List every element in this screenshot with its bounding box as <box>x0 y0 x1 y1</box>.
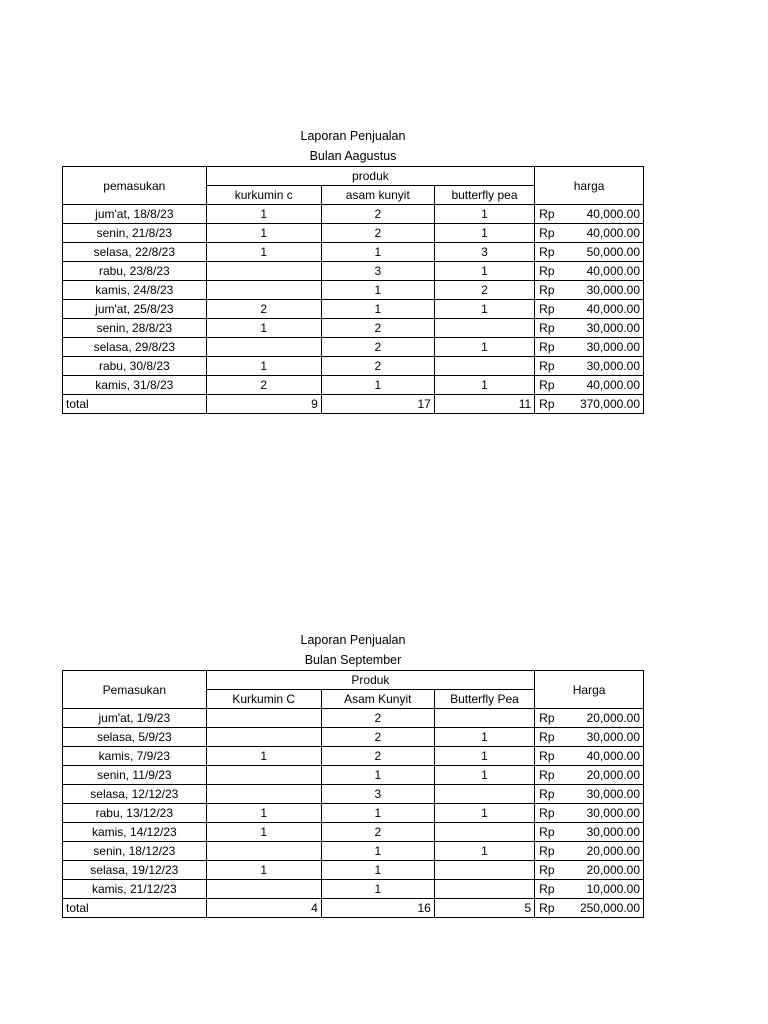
header-price: Harga <box>535 671 644 709</box>
total-amount: 370,000.00 <box>559 395 644 414</box>
header-butterfly-pea: Butterfly Pea <box>434 690 534 709</box>
currency-cell: Rp <box>535 224 559 243</box>
amount-cell: 20,000.00 <box>559 861 644 880</box>
total-label: total <box>63 899 207 918</box>
currency-cell: Rp <box>535 376 559 395</box>
amount-cell: 30,000.00 <box>559 728 644 747</box>
asam-kunyit-cell: 2 <box>321 728 434 747</box>
kurkumin-cell <box>206 709 321 728</box>
currency-cell: Rp <box>535 804 559 823</box>
kurkumin-cell <box>206 880 321 899</box>
amount-cell: 30,000.00 <box>559 785 644 804</box>
amount-cell: 30,000.00 <box>559 804 644 823</box>
table-row <box>63 205 644 224</box>
butterfly-pea-cell: 1 <box>434 224 534 243</box>
amount-cell: 30,000.00 <box>559 338 644 357</box>
header-product-group: produk <box>206 167 535 186</box>
table-row <box>63 338 644 357</box>
butterfly-pea-cell <box>434 823 534 842</box>
header-kurkumin: Kurkumin C <box>206 690 321 709</box>
asam-kunyit-cell: 2 <box>321 747 434 766</box>
table-row <box>63 281 644 300</box>
amount-cell: 20,000.00 <box>559 766 644 785</box>
date-cell: kamis, 31/8/23 <box>63 376 207 395</box>
currency-cell: Rp <box>535 747 559 766</box>
butterfly-pea-cell <box>434 357 534 376</box>
table-row <box>63 300 644 319</box>
kurkumin-cell: 1 <box>206 319 321 338</box>
amount-cell: 20,000.00 <box>559 709 644 728</box>
table-body <box>63 167 644 414</box>
table-body <box>63 671 644 918</box>
kurkumin-cell <box>206 766 321 785</box>
asam-kunyit-cell: 2 <box>321 338 434 357</box>
header-income: pemasukan <box>63 167 207 205</box>
asam-kunyit-cell: 1 <box>321 243 434 262</box>
table-row <box>63 747 644 766</box>
header-price: harga <box>535 167 644 205</box>
butterfly-pea-cell <box>434 785 534 804</box>
amount-cell: 30,000.00 <box>559 823 644 842</box>
table-row <box>63 861 644 880</box>
kurkumin-cell: 1 <box>206 823 321 842</box>
currency-cell: Rp <box>535 880 559 899</box>
table-row <box>63 842 644 861</box>
butterfly-pea-cell: 1 <box>434 842 534 861</box>
date-cell: kamis, 14/12/23 <box>63 823 207 842</box>
report-subtitle: Bulan Aagustus <box>309 149 397 163</box>
butterfly-pea-cell: 1 <box>434 728 534 747</box>
currency-cell: Rp <box>535 842 559 861</box>
total-row <box>63 395 644 414</box>
kurkumin-cell: 1 <box>206 205 321 224</box>
amount-cell: 40,000.00 <box>559 205 644 224</box>
kurkumin-cell: 1 <box>206 861 321 880</box>
butterfly-pea-cell: 1 <box>434 747 534 766</box>
currency-cell: Rp <box>535 709 559 728</box>
currency-cell: Rp <box>535 281 559 300</box>
date-cell: jum'at, 18/8/23 <box>63 205 207 224</box>
date-cell: selasa, 29/8/23 <box>63 338 207 357</box>
kurkumin-cell <box>206 842 321 861</box>
report-title: Laporan Penjualan <box>300 129 406 143</box>
date-cell: kamis, 21/12/23 <box>63 880 207 899</box>
date-cell: senin, 11/9/23 <box>63 766 207 785</box>
date-cell: senin, 28/8/23 <box>63 319 207 338</box>
kurkumin-cell <box>206 338 321 357</box>
currency-cell: Rp <box>535 785 559 804</box>
table-row <box>63 804 644 823</box>
table-row <box>63 262 644 281</box>
asam-kunyit-cell: 3 <box>321 262 434 281</box>
currency-cell: Rp <box>535 861 559 880</box>
asam-kunyit-cell: 2 <box>321 823 434 842</box>
date-cell: senin, 18/12/23 <box>63 842 207 861</box>
asam-kunyit-cell: 2 <box>321 357 434 376</box>
header-asam-kunyit: Asam Kunyit <box>321 690 434 709</box>
header-butterfly-pea: butterfly pea <box>434 186 534 205</box>
table-row <box>63 243 644 262</box>
amount-cell: 30,000.00 <box>559 357 644 376</box>
asam-kunyit-cell: 1 <box>321 861 434 880</box>
total-asam-kunyit: 16 <box>321 899 434 918</box>
asam-kunyit-cell: 1 <box>321 281 434 300</box>
date-cell: jum'at, 1/9/23 <box>63 709 207 728</box>
currency-cell: Rp <box>535 338 559 357</box>
report-subtitle: Bulan September <box>304 653 402 667</box>
butterfly-pea-cell: 3 <box>434 243 534 262</box>
table-row <box>63 766 644 785</box>
total-amount: 250,000.00 <box>559 899 644 918</box>
table-row <box>63 728 644 747</box>
currency-cell: Rp <box>535 243 559 262</box>
butterfly-pea-cell: 1 <box>434 262 534 281</box>
total-label: total <box>63 395 207 414</box>
sales-table <box>62 166 644 414</box>
header-kurkumin: kurkumin c <box>206 186 321 205</box>
asam-kunyit-cell: 2 <box>321 224 434 243</box>
butterfly-pea-cell <box>434 709 534 728</box>
kurkumin-cell <box>206 281 321 300</box>
amount-cell: 20,000.00 <box>559 842 644 861</box>
total-kurkumin: 9 <box>206 395 321 414</box>
currency-cell: Rp <box>535 319 559 338</box>
butterfly-pea-cell: 1 <box>434 300 534 319</box>
date-cell: selasa, 22/8/23 <box>63 243 207 262</box>
amount-cell: 30,000.00 <box>559 281 644 300</box>
asam-kunyit-cell: 2 <box>321 319 434 338</box>
date-cell: senin, 21/8/23 <box>63 224 207 243</box>
asam-kunyit-cell: 1 <box>321 766 434 785</box>
currency-cell: Rp <box>535 357 559 376</box>
table-row <box>63 880 644 899</box>
butterfly-pea-cell: 1 <box>434 205 534 224</box>
butterfly-pea-cell <box>434 861 534 880</box>
currency-cell: Rp <box>535 300 559 319</box>
header-income: Pemasukan <box>63 671 207 709</box>
kurkumin-cell: 1 <box>206 243 321 262</box>
report-title: Laporan Penjualan <box>300 633 406 647</box>
amount-cell: 40,000.00 <box>559 376 644 395</box>
date-cell: rabu, 13/12/23 <box>63 804 207 823</box>
table-row <box>63 319 644 338</box>
amount-cell: 40,000.00 <box>559 747 644 766</box>
amount-cell: 30,000.00 <box>559 319 644 338</box>
butterfly-pea-cell: 2 <box>434 281 534 300</box>
table-row <box>63 357 644 376</box>
amount-cell: 40,000.00 <box>559 300 644 319</box>
total-currency: Rp <box>535 395 559 414</box>
sales-table <box>62 670 644 918</box>
total-asam-kunyit: 17 <box>321 395 434 414</box>
amount-cell: 40,000.00 <box>559 224 644 243</box>
kurkumin-cell: 2 <box>206 300 321 319</box>
butterfly-pea-cell: 1 <box>434 766 534 785</box>
date-cell: selasa, 5/9/23 <box>63 728 207 747</box>
date-cell: kamis, 24/8/23 <box>63 281 207 300</box>
table-row <box>63 224 644 243</box>
header-asam-kunyit: asam kunyit <box>321 186 434 205</box>
table-row <box>63 376 644 395</box>
date-cell: selasa, 19/12/23 <box>63 861 207 880</box>
kurkumin-cell <box>206 785 321 804</box>
table-row <box>63 709 644 728</box>
kurkumin-cell: 1 <box>206 357 321 376</box>
butterfly-pea-cell <box>434 880 534 899</box>
amount-cell: 50,000.00 <box>559 243 644 262</box>
amount-cell: 40,000.00 <box>559 262 644 281</box>
table-row <box>63 823 644 842</box>
total-row <box>63 899 644 918</box>
asam-kunyit-cell: 2 <box>321 205 434 224</box>
currency-cell: Rp <box>535 728 559 747</box>
table-row <box>63 785 644 804</box>
butterfly-pea-cell <box>434 319 534 338</box>
currency-cell: Rp <box>535 205 559 224</box>
date-cell: rabu, 23/8/23 <box>63 262 207 281</box>
date-cell: kamis, 7/9/23 <box>63 747 207 766</box>
asam-kunyit-cell: 1 <box>321 300 434 319</box>
currency-cell: Rp <box>535 766 559 785</box>
currency-cell: Rp <box>535 823 559 842</box>
asam-kunyit-cell: 1 <box>321 880 434 899</box>
kurkumin-cell <box>206 728 321 747</box>
header-product-group: Produk <box>206 671 535 690</box>
kurkumin-cell: 1 <box>206 224 321 243</box>
date-cell: rabu, 30/8/23 <box>63 357 207 376</box>
currency-cell: Rp <box>535 262 559 281</box>
kurkumin-cell: 1 <box>206 747 321 766</box>
asam-kunyit-cell: 3 <box>321 785 434 804</box>
report-august <box>62 126 644 414</box>
header-row-1 <box>63 671 644 690</box>
header-row-1 <box>63 167 644 186</box>
butterfly-pea-cell: 1 <box>434 376 534 395</box>
asam-kunyit-cell: 2 <box>321 709 434 728</box>
asam-kunyit-cell: 1 <box>321 804 434 823</box>
total-butterfly-pea: 5 <box>434 899 534 918</box>
amount-cell: 10,000.00 <box>559 880 644 899</box>
report-september <box>62 630 644 918</box>
asam-kunyit-cell: 1 <box>321 842 434 861</box>
total-butterfly-pea: 11 <box>434 395 534 414</box>
butterfly-pea-cell: 1 <box>434 804 534 823</box>
kurkumin-cell: 2 <box>206 376 321 395</box>
butterfly-pea-cell: 1 <box>434 338 534 357</box>
total-kurkumin: 4 <box>206 899 321 918</box>
asam-kunyit-cell: 1 <box>321 376 434 395</box>
kurkumin-cell: 1 <box>206 804 321 823</box>
date-cell: jum'at, 25/8/23 <box>63 300 207 319</box>
date-cell: selasa, 12/12/23 <box>63 785 207 804</box>
total-currency: Rp <box>535 899 559 918</box>
kurkumin-cell <box>206 262 321 281</box>
